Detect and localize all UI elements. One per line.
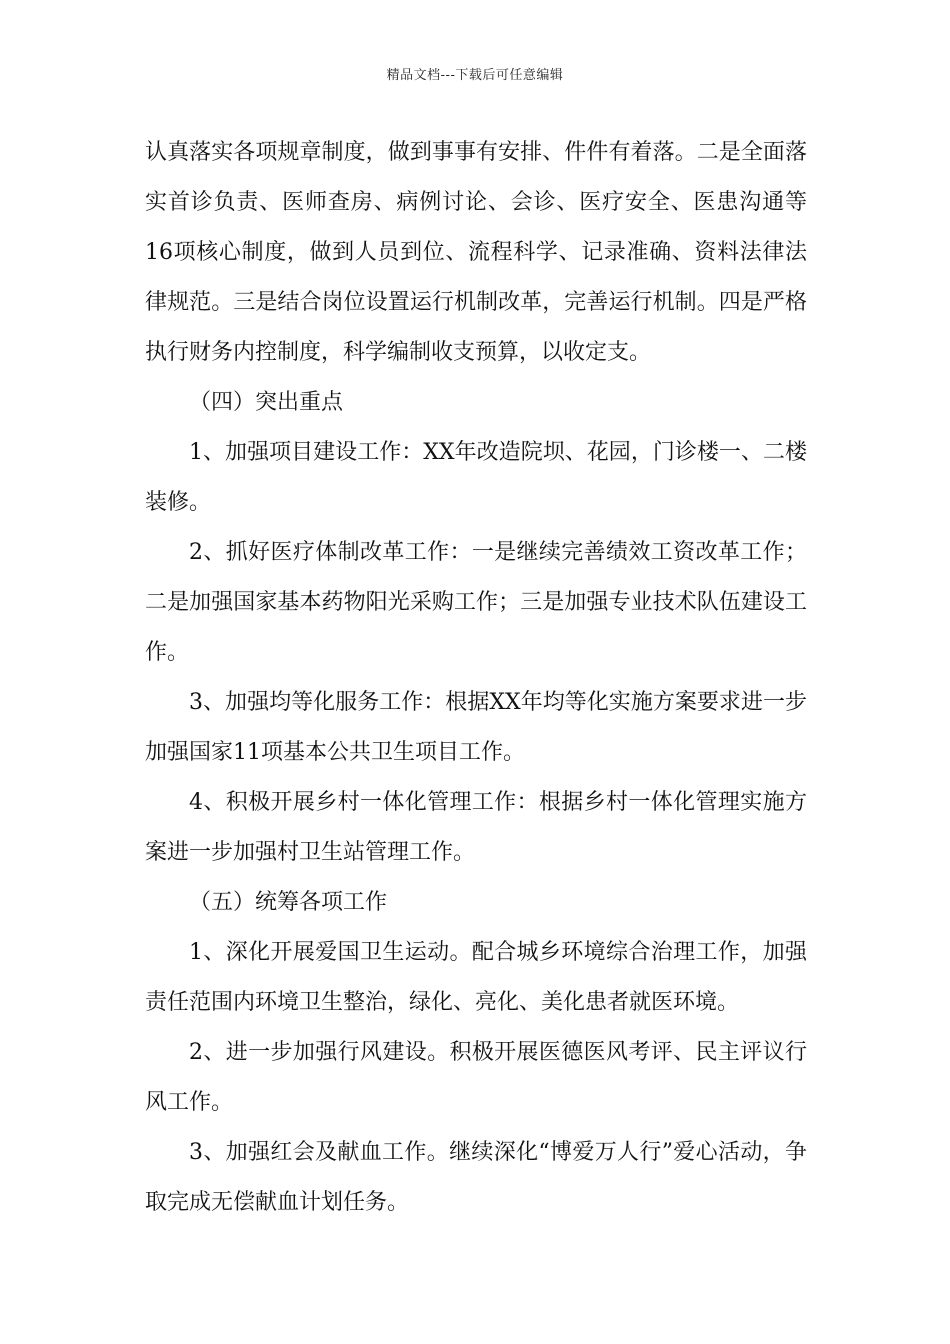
paragraph-item: 1、深化开展爱国卫生运动。配合城乡环境综合治理工作，加强责任范围内环境卫生整治，绿化、亮化、美化患者就医环境。 — [145, 940, 807, 1015]
paragraph-item: 1、加强项目建设工作：XX年改造院坝、花园，门诊楼一、二楼装修。 — [145, 440, 807, 515]
paragraph-item: 2、抓好医疗体制改革工作：一是继续完善绩效工资改革工作；二是加强国家基本药物阳光采购工作；三是加强专业技术队伍建设工作。 — [145, 540, 807, 665]
paragraph-item: 2、进一步加强行风建设。积极开展医德医风考评、民主评议行风工作。 — [145, 1040, 807, 1115]
document-body — [145, 128, 807, 1228]
paragraph-continuation: 认真落实各项规章制度，做到事事有安排、件件有着落。二是全面落实首诊负责、医师查房、病例讨论、会诊、医疗安全、医患沟通等16项核心制度，做到人员到位、流程科学、记录准确、资料法律法律规范。三是结合岗位设置运行机制改革，完善运行机制。四是严格执行财务内控制度，科学编制收支预算，以收定支。 — [145, 140, 807, 365]
paragraph-item: 3、加强红会及献血工作。继续深化“博爱万人行”爱心活动，争取完成无偿献血计划任务。 — [145, 1140, 807, 1215]
page-header: 精品文档---下载后可任意编辑 — [386, 68, 564, 83]
paragraph-item: 4、积极开展乡村一体化管理工作：根据乡村一体化管理实施方案进一步加强村卫生站管理工作。 — [145, 790, 807, 865]
section-heading-five: （五）统筹各项工作 — [189, 890, 388, 915]
section-heading-four: （四）突出重点 — [189, 390, 344, 415]
paragraph-item: 3、加强均等化服务工作：根据XX年均等化实施方案要求进一步加强国家11项基本公共卫生项目工作。 — [145, 690, 807, 765]
